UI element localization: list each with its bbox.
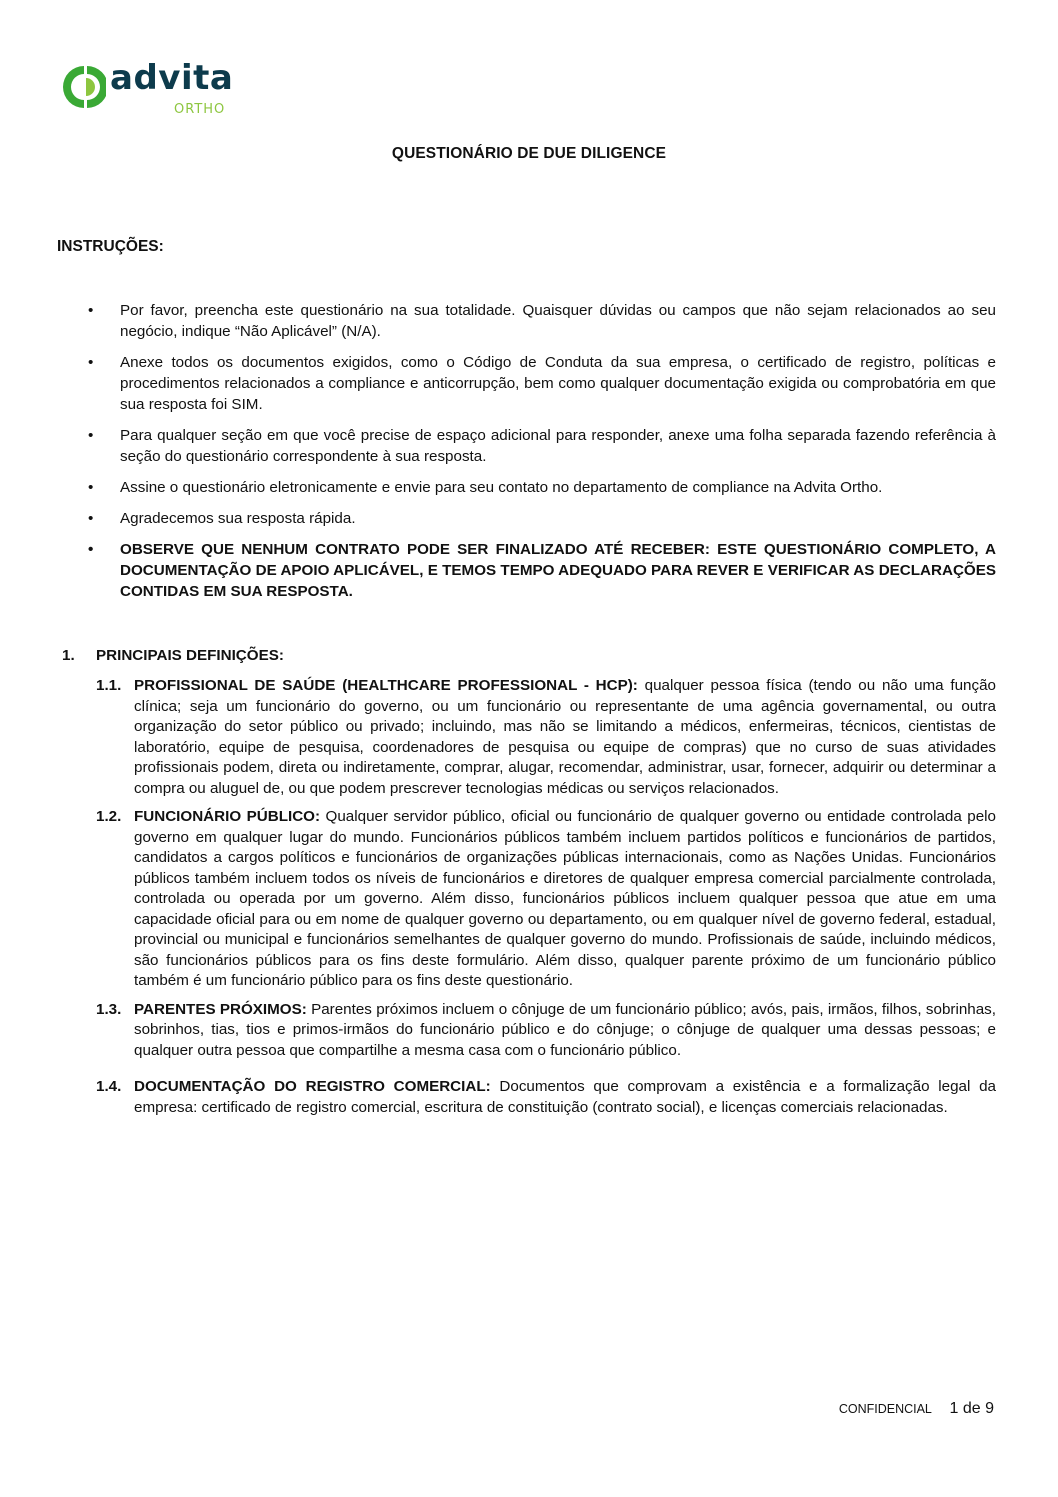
bullet-icon: • [88,427,94,444]
instruction-item: • Agradecemos sua resposta rápida. [88,510,356,527]
instructions-list [88,300,996,612]
definition-hcp: 1.1. PROFISSIONAL DE SAÚDE (HEALTHCARE PROFESSIONAL - HCP): qualquer pessoa física (tendo ou não uma função clínica; seja um funcionário do governo, ou um funcionário ou representante de uma agência governamental, ou outra organização do setor público ou privado; incluindo, mas não se limitando a médicos, enfermeiras, técnicos, cientistas de laboratório, equipe de pesquisa, coordenadores de pesquisa ou equipe de compras) que no curso de suas atividades profissionais podem, direta ou indiretamente, comprar, alugar, recomendar, administrar, usar, fornecer, adquirir ou determinar a compra ou aluguel de, ou que podem prescrever tecnologias médicas ou serviços relacionados. [96,677,996,797]
advita-logo-icon [62,62,106,112]
instruction-item: • Anexe todos os documentos exigidos, como o Código de Conduta da sua empresa, o certificado de registro, políticas e procedimentos relacionados a compliance e anticorrupção, bem como qualquer documentação exigida ou comprobatória em que sua resposta foi SIM. [88,354,996,413]
instructions-heading: INSTRUÇÕES: [57,238,164,255]
instruction-item: • Por favor, preencha este questionário na sua totalidade. Quaisquer dúvidas ou campos que não sejam relacionados ao seu negócio, indique “Não Aplicável” (N/A). [88,302,996,340]
section-heading: 1. PRINCIPAIS DEFINIÇÕES: [62,647,284,664]
section-definitions [62,647,996,1126]
page-number: 1 de 9 [949,1400,994,1417]
instruction-warning: • OBSERVE QUE NENHUM CONTRATO PODE SER FINALIZADO ATÉ RECEBER: ESTE QUESTIONÁRIO COMPLETO, A DOCUMENTAÇÃO DE APOIO APLICÁVEL, E TEMOS TEMPO ADEQUADO PARA REVER E VERIFICAR AS DECLARAÇÕES CONTIDAS EM SUA RESPOSTA. [88,541,996,600]
bullet-icon: • [88,479,94,496]
logo-wordmark: advita [110,58,234,98]
bullet-icon: • [88,354,94,371]
document-title: QUESTIONÁRIO DE DUE DILIGENCE [391,145,667,162]
company-logo [62,58,242,122]
page-footer [839,1400,994,1418]
logo-subtitle: ORTHO [174,102,226,117]
bullet-icon: • [88,541,94,558]
bullet-icon: • [88,510,94,527]
instruction-item: • Para qualquer seção em que você precise de espaço adicional para responder, anexe uma folha separada fazendo referência à seção do questionário correspondente à sua resposta. [88,427,996,465]
definition-business-registration: 1.4. DOCUMENTAÇÃO DO REGISTRO COMERCIAL: Documentos que comprovam a existência e a formalização legal da empresa: certificado de registro comercial, escritura de constituição (contrato social), e licenças comerciais relacionadas. [96,1078,996,1116]
definition-close-relatives: 1.3. PARENTES PRÓXIMOS: Parentes próximos incluem o cônjuge de um funcionário público; avós, pais, irmãos, filhos, sobrinhas, sobrinhos, tias, tios e primos-irmãos do funcionário público e do cônjuge; o cônjuge de qualquer uma dessas pessoas; e qualquer outra pessoa que compartilhe a mesma casa com o funcionário público. [96,1000,996,1059]
bullet-icon: • [88,302,94,319]
definition-public-official: 1.2. FUNCIONÁRIO PÚBLICO: Qualquer servidor público, oficial ou funcionário de qualquer governo ou entidade controlada pelo governo em qualquer lugar do mundo. Funcionários públicos também incluem partidos políticos e funcionários de partidos, candidatos a cargos políticos e funcionários de organizações públicas internacionais, como as Nações Unidas. Funcionários públicos também incluem todos os níveis de funcionários e diretores de qualquer empresa comercial parcialmente controlada, controlada ou operada por um governo. Além disso, funcionários públicos incluem qualquer pessoa que atue em uma capacidade oficial para ou em nome de qualquer governo ou departamento, ou em qualquer nível de governo federal, estadual, provincial ou municipal e funcionários semelhantes de qualquer governo do mundo. Profissionais de saúde, incluindo médicos, são funcionários públicos para os fins deste formulário. Além disso, qualquer parente próximo de um funcionário público também é um funcionário público para os fins deste questionário. [96,808,996,989]
instruction-item: • Assine o questionário eletronicamente e envie para seu contato no departamento de compliance na Advita Ortho. [88,479,883,496]
confidential-label: CONFIDENCIAL [838,1402,932,1416]
